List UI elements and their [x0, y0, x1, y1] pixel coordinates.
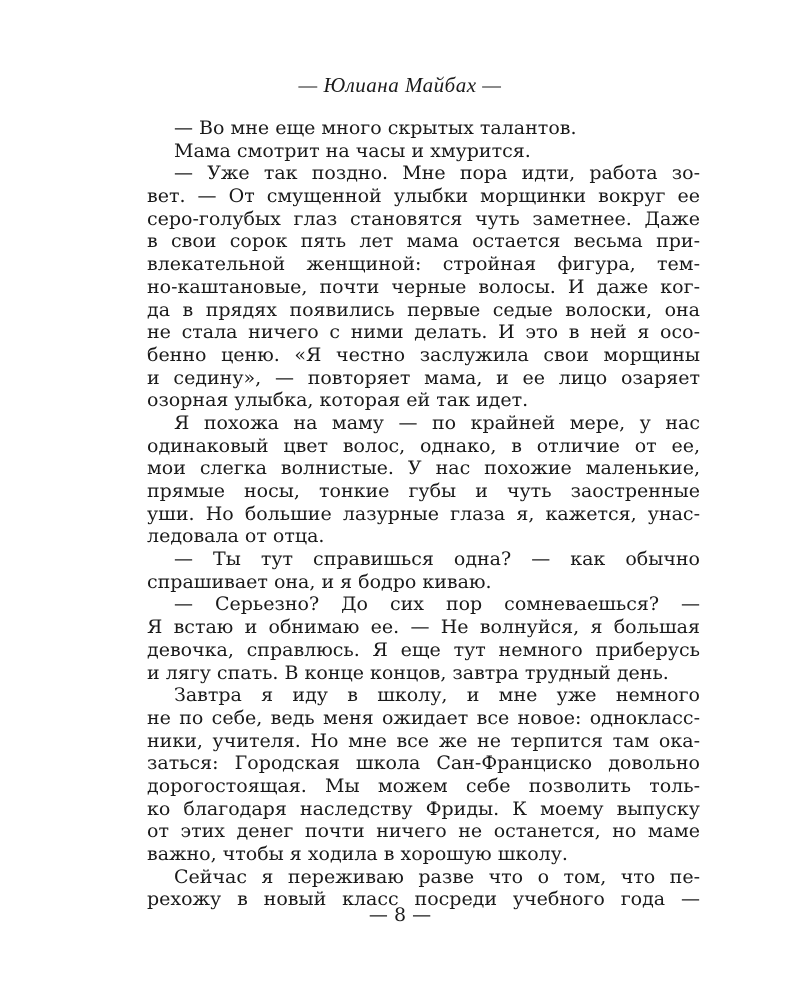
text-line: дорогостоящая. Мы можем себе позволить толь-	[147, 774, 700, 797]
running-header: — Юлиана Майбах —	[298, 73, 502, 97]
text-line: заться: Городская школа Сан-Франциско довольно	[147, 752, 700, 775]
text-line: вет. — От смущенной улыбки морщинки вокруг ее	[147, 185, 700, 208]
text-line: да в прядях появились первые седые волоски, она	[147, 298, 700, 321]
text-line: Я встаю и обнимаю ее. — Не волнуйся, я большая	[147, 616, 700, 639]
text-line: ко благодаря наследству Фриды. К моему выпуску	[147, 797, 700, 820]
text-line: — Ты тут справишься одна? — как обычно	[174, 548, 700, 571]
text-line: прямые носы, тонкие губы и чуть заостренные	[147, 480, 700, 502]
text-line: не по себе, ведь меня ожидает все новое: однокласс-	[147, 706, 700, 729]
text-line: не стала ничего с ними делать. И это в ней я осо-	[147, 321, 700, 344]
text-line: и седину», — повторяет мама, и ее лицо озаряет	[147, 366, 700, 389]
page-number: — 8 —	[368, 904, 432, 926]
text-line: Я похожа на маму — по крайней мере, у нас	[174, 411, 700, 434]
text-line: от этих денег почти ничего не останется, но маме	[147, 820, 700, 843]
text-line: уши. Но большие лазурные глаза я, кажется, унас-	[147, 502, 700, 525]
text-line: озорная улыбка, которая ей так идет.	[147, 389, 529, 412]
text-line: девочка, справлюсь. Я еще тут немного приберусь	[147, 638, 700, 661]
text-line: ники, учителя. Но мне все же не терпится там ока-	[147, 729, 700, 752]
text-line: мои слегка волнистые. У нас похожие маленькие,	[147, 457, 700, 480]
text-line: Завтра я иду в школу, и мне уже немного	[174, 684, 700, 707]
text-line: — Серьезно? До сих пор сомневаешься? —	[174, 593, 700, 616]
text-line: серо-голубых глаз становятся чуть заметнее. Даже	[147, 207, 700, 230]
text-line: бенно ценю. «Я честно заслужила свои морщины	[147, 343, 700, 366]
text-line: влекательной женщиной: стройная фигура, тем-	[147, 253, 700, 276]
text-line: рехожу в новый класс посреди учебного года —	[147, 888, 700, 911]
text-line: спрашивает она, и я бодро киваю.	[147, 570, 492, 593]
text-line: — Во мне еще много скрытых талантов.	[174, 117, 577, 139]
body-text	[147, 117, 700, 911]
text-line: — Уже так поздно. Мне пора идти, работа зо-	[174, 162, 700, 185]
text-line: одинаковый цвет волос, однако, в отличие от ее,	[147, 434, 700, 457]
text-line: Мама смотрит на часы и хмурится.	[174, 139, 531, 162]
text-line: ледовала от отца.	[147, 525, 325, 548]
text-line: в свои сорок пять лет мама остается весьма при-	[147, 230, 700, 253]
text-line: но-каштановые, почти черные волосы. И даже ког-	[147, 275, 700, 298]
text-line: и лягу спать. В конце концов, завтра трудный день.	[147, 661, 669, 684]
text-line: Сейчас я переживаю разве что о том, что пе-	[174, 865, 700, 888]
text-line: важно, чтобы я ходила в хорошую школу.	[147, 843, 568, 865]
